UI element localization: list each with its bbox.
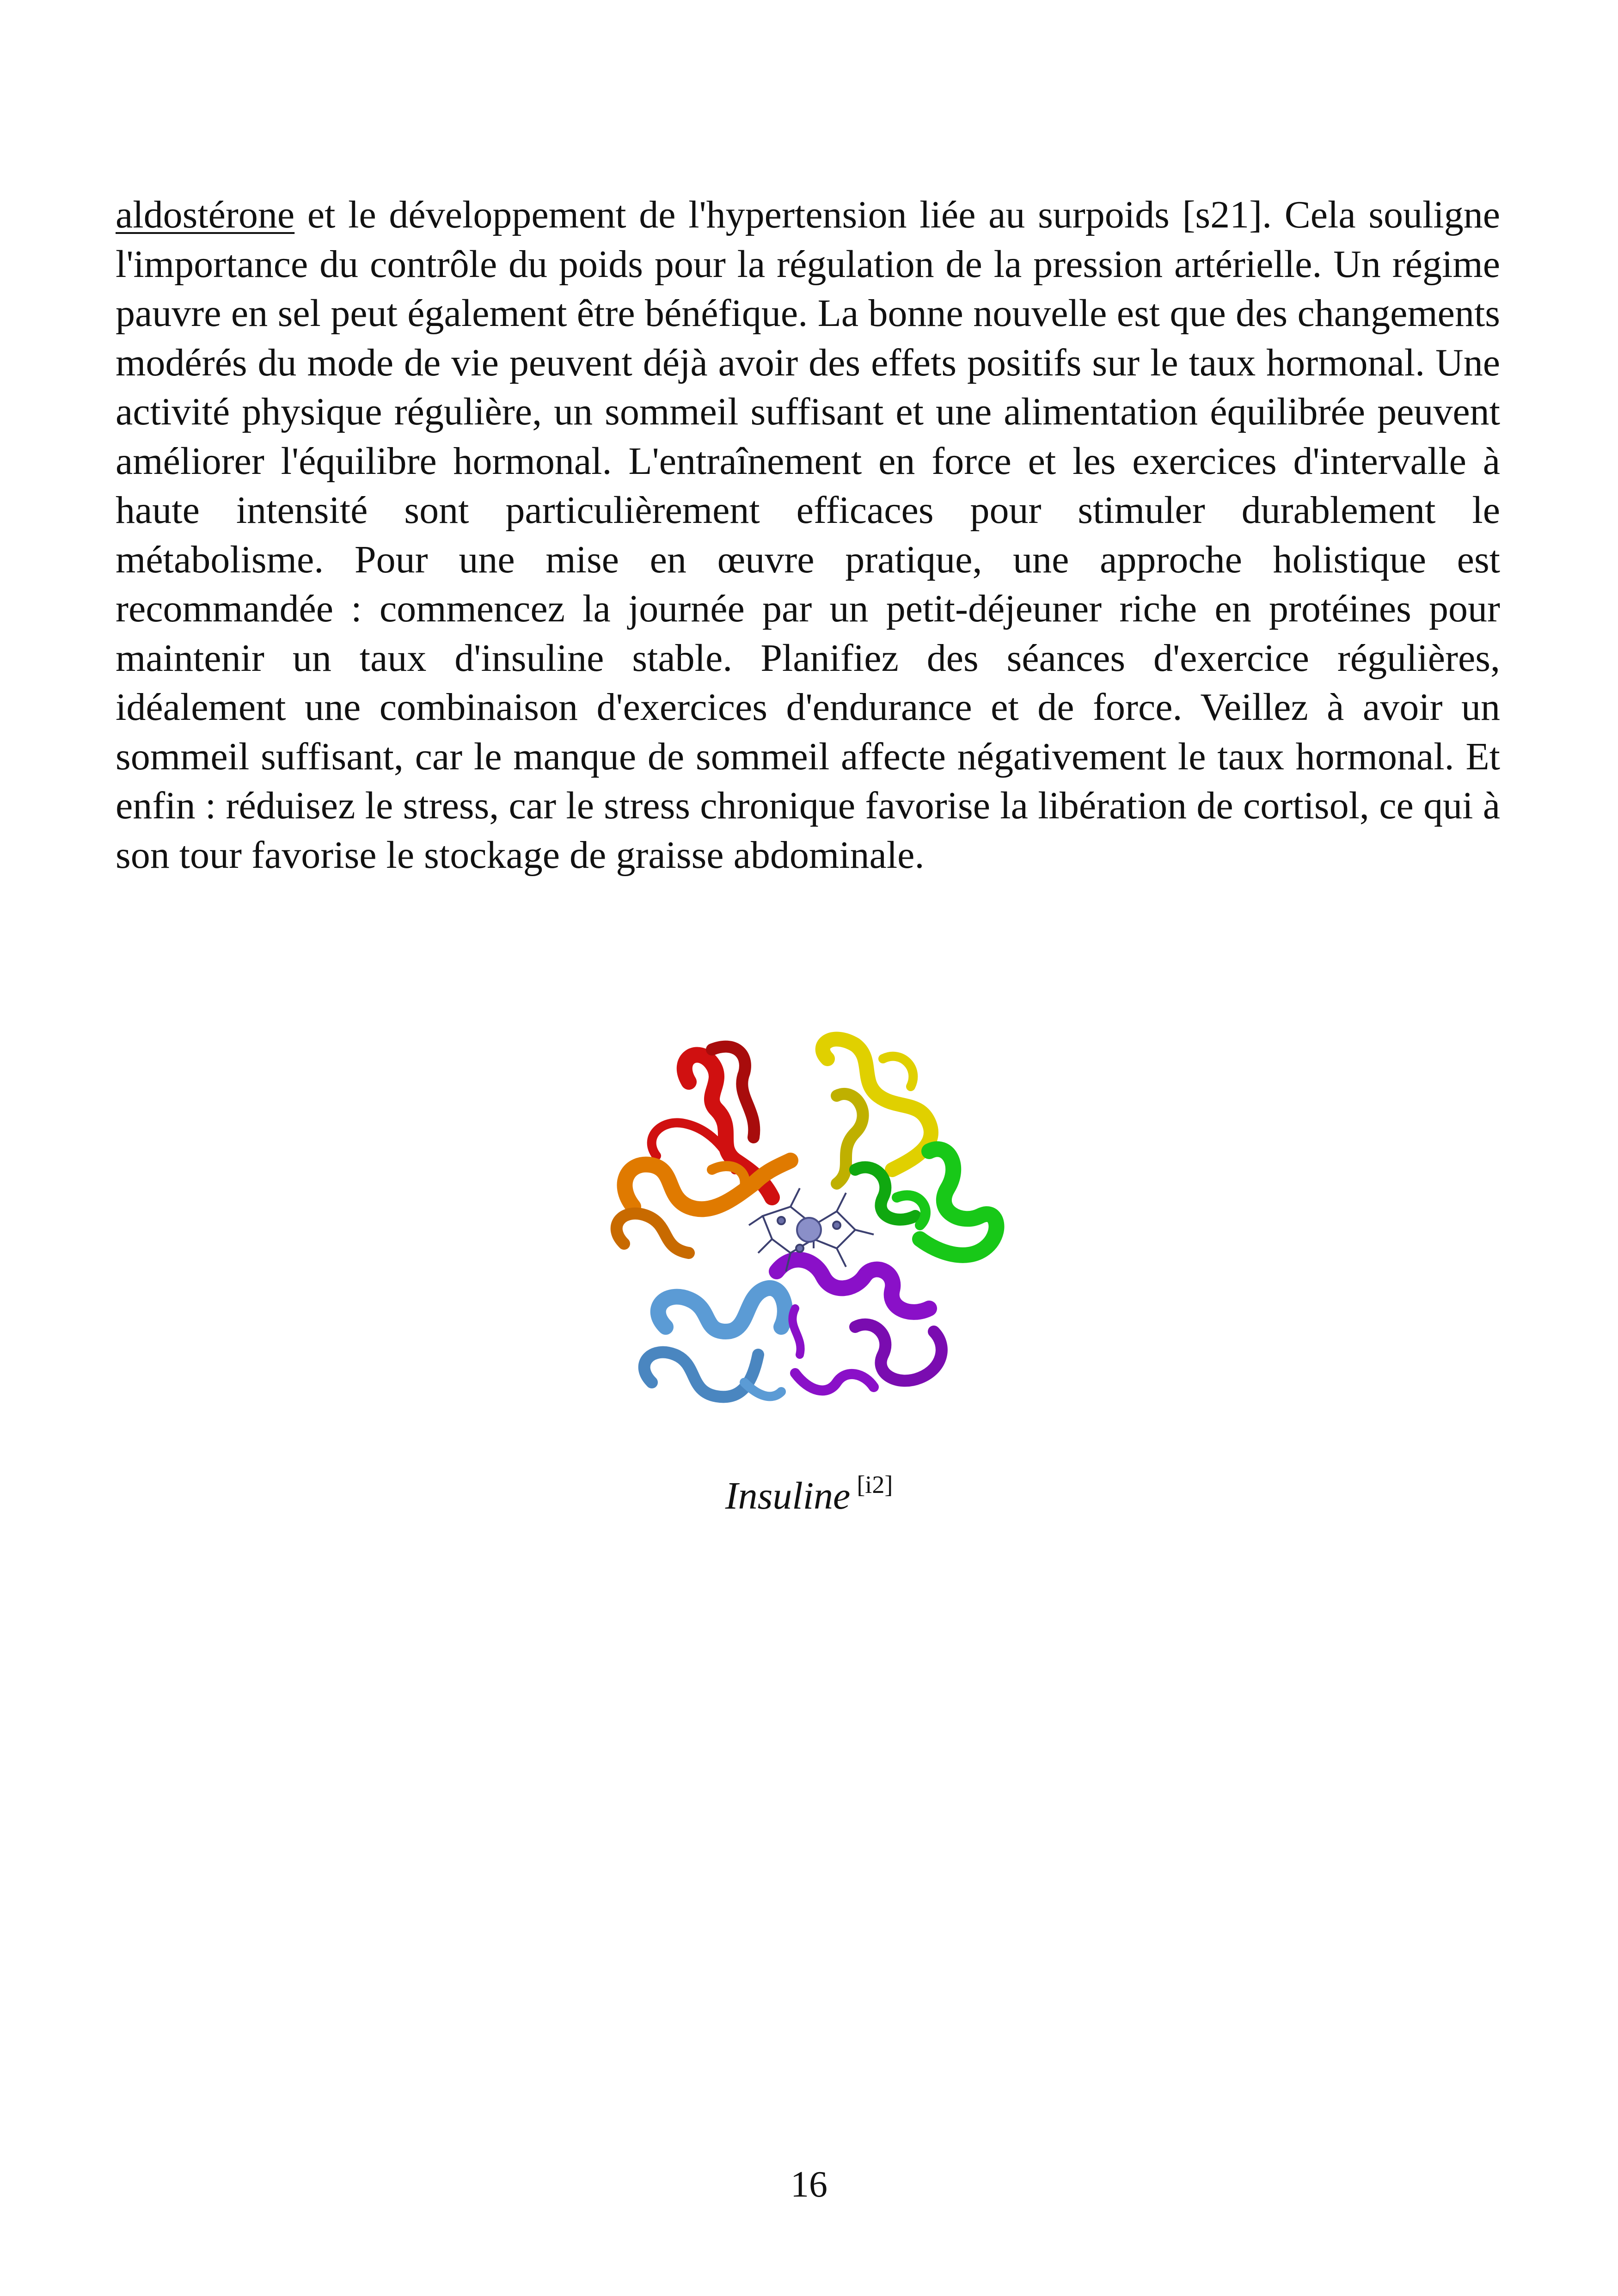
chain-blue [644,1288,785,1397]
chain-orange [617,1160,791,1253]
chain-green [855,1149,996,1255]
caption-reference[interactable]: [i2] [857,1471,893,1498]
insulin-hexamer-image [596,1031,1022,1438]
chain-yellow [823,1039,931,1184]
body-paragraph [116,190,1500,880]
caption-title: Insuline [725,1474,851,1517]
aldosterone-link[interactable]: aldostérone [116,193,295,236]
insulin-figure [596,1031,1022,1438]
chain-purple [777,1260,942,1391]
paragraph-text: et le développement de l'hypertension liée au surpoids [s21]. Cela souligne l'importance du contrôle du poids pour la régulation de la pression artérielle. Un régime pauvre en sel peut également être bénéfique. La bonne nouvelle est que des changements modérés du mode de vie peuvent déjà avoir des effets positifs sur le taux hormonal. Une activité physique régulière, un sommeil suffisant et une alimentation équilibrée peuvent améliorer l'équilibre hormonal. L'entraînement en force et les exercices d'intervalle à haute intensité sont particulièrement efficaces pour stimuler durablement le métabolisme. Pour une mise en œuvre pratique, une approche holistique est recommandée : commencez la journée par un petit-déjeuner riche en protéines pour maintenir un taux d'insuline stable. Planifiez des séances d'exercice régulières, idéalement une combinaison d'exercices d'endurance et de force. Veillez à avoir un sommeil suffisant, car le manque de sommeil affecte négativement le taux hormonal. Et enfin : réduisez le stress, car le stress chronique favorise la libération de cortisol, ce qui à son tour favorise le stockage de graisse abdominale. [116,193,1500,877]
page-number: 16 [791,2164,827,2205]
figure-caption [0,1470,1618,1518]
